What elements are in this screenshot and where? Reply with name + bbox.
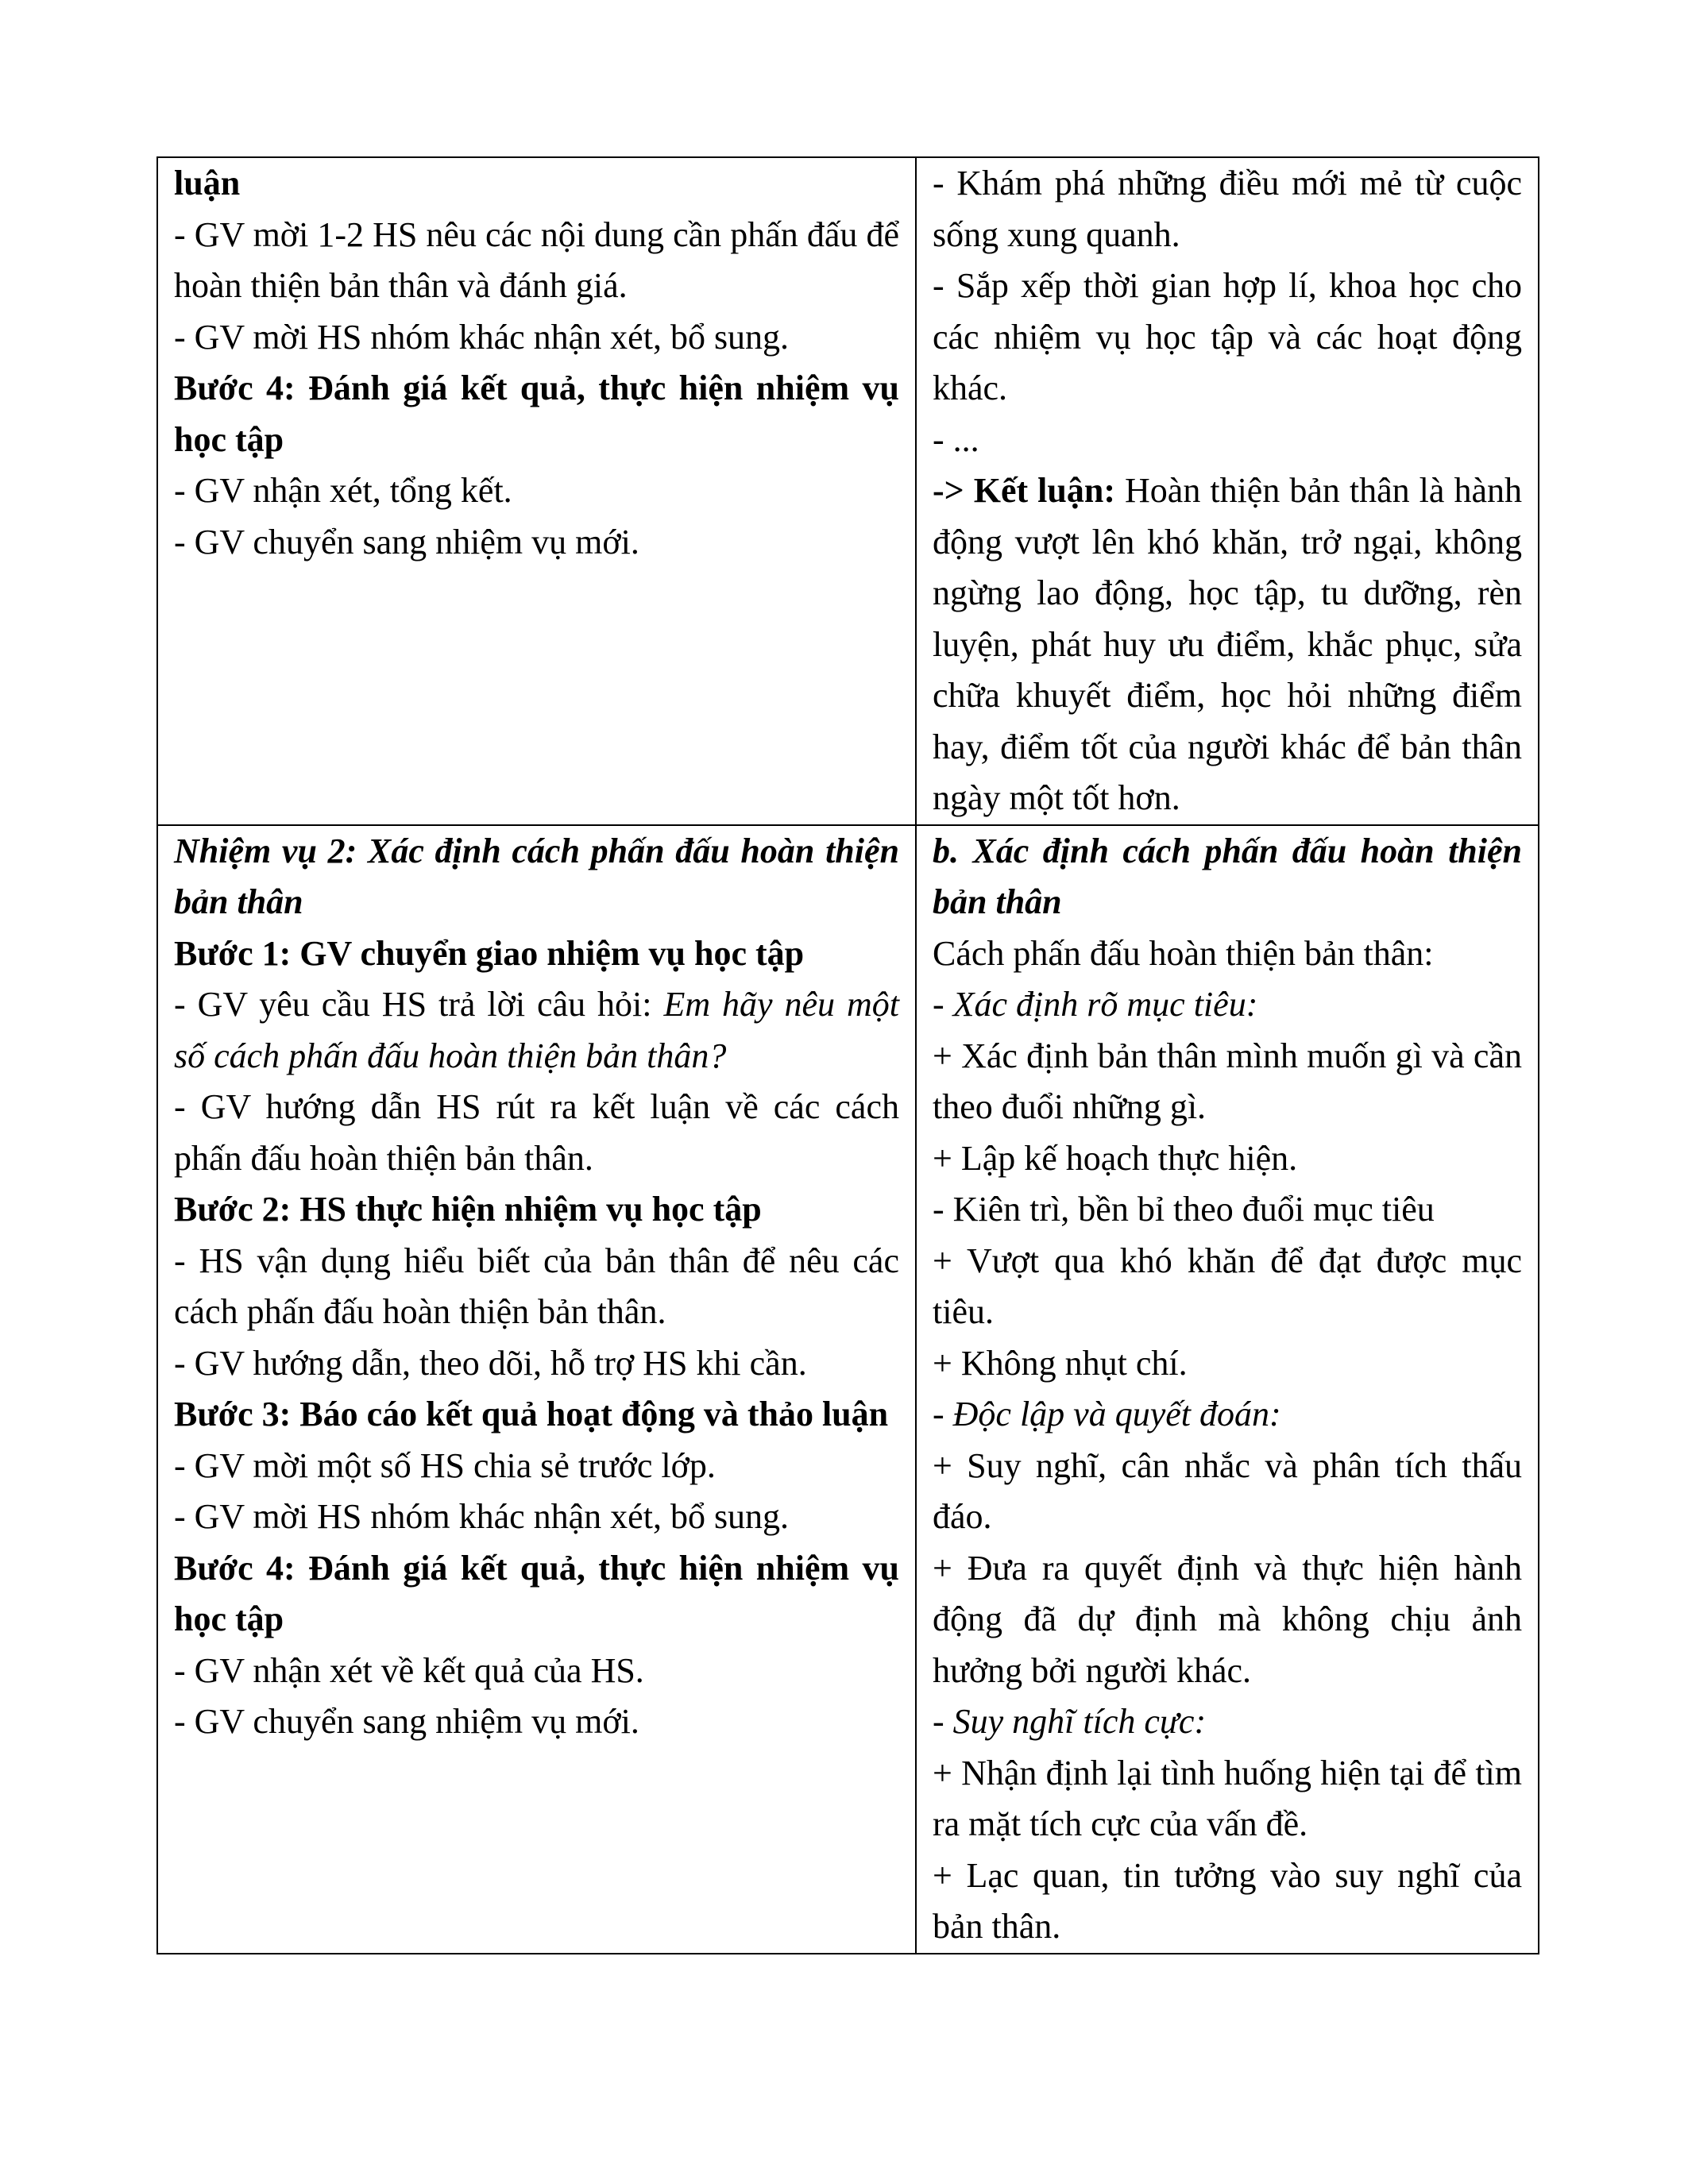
paragraph: - ... xyxy=(933,419,979,459)
paragraph: - GV hướng dẫn HS rút ra kết luận về các cách phấn đấu hoàn thiện bản thân. xyxy=(174,1087,899,1178)
paragraph: - Sắp xếp thời gian hợp lí, khoa học cho các nhiệm vụ học tập và các hoạt động khác. xyxy=(933,266,1522,407)
lesson-table xyxy=(156,156,1539,1954)
paragraph: + Vượt qua khó khăn để đạt được mục tiêu. xyxy=(933,1241,1522,1331)
question-text: Em hãy nêu một số cách phấn đấu hoàn thiện bản thân? xyxy=(174,985,900,1075)
paragraph: - GV chuyển sang nhiệm vụ mới. xyxy=(174,522,639,561)
paragraph: - GV mời 1-2 HS nêu các nội dung cần phấn đấu để hoàn thiện bản thân và đánh giá. xyxy=(174,214,899,305)
paragraph: - Xác định rõ mục tiêu: xyxy=(933,985,1258,1024)
paragraph: Bước 2: HS thực hiện nhiệm vụ học tập xyxy=(174,1190,762,1229)
paragraph: Bước 4: Đánh giá kết quả, thực hiện nhiệm vụ học tập xyxy=(174,369,899,459)
paragraph: - GV nhận xét, tổng kết. xyxy=(174,471,512,510)
row2-right-paragraphs xyxy=(933,826,1522,1953)
paragraph: Bước 1: GV chuyển giao nhiệm vụ học tập xyxy=(174,933,805,973)
paragraph: + Lạc quan, tin tưởng vào suy nghĩ của bản thân. xyxy=(933,1855,1522,1946)
paragraph: Nhiệm vụ 2: Xác định cách phấn đấu hoàn thiện bản thân xyxy=(174,831,899,921)
row1-left-cell xyxy=(157,157,916,825)
row2-right-cell xyxy=(916,825,1539,1954)
paragraph: - Suy nghĩ tích cực: xyxy=(933,1702,1207,1741)
paragraph: - HS vận dụng hiểu biết của bản thân để nêu các cách phấn đấu hoàn thiện bản thân. xyxy=(174,1241,899,1331)
row1-left-paragraphs xyxy=(174,158,899,568)
paragraph: + Nhận định lại tình huống hiện tại để tìm ra mặt tích cực của vấn đề. xyxy=(933,1753,1522,1843)
row2-left-steps xyxy=(174,1082,899,1748)
paragraph: + Không nhụt chí. xyxy=(933,1343,1188,1383)
paragraph: + Xác định bản thân mình muốn gì và cần theo đuổi những gì. xyxy=(933,1036,1522,1126)
table-row xyxy=(157,157,1539,825)
paragraph: + Đưa ra quyết định và thực hiện hành động đã dự định mà không chịu ảnh hưởng bởi người khác. xyxy=(933,1548,1522,1690)
paragraph: - GV mời một số HS chia sẻ trước lớp. xyxy=(174,1445,716,1485)
paragraph: Bước 3: Báo cáo kết quả hoạt động và thảo luận xyxy=(174,1395,889,1433)
conclusion-text: Hoàn thiện bản thân là hành động vượt lên khó khăn, trở ngại, không ngừng lao động, học tập, tu dưỡng, rèn luyện, phát huy ưu điểm, khắc phục, sửa chữa khuyết điểm, học hỏi những điểm hay, điểm tốt của người khác để bản thân ngày một tốt hơn. xyxy=(933,471,1522,817)
paragraph: - Khám phá những điều mới mẻ từ cuộc sống xung quanh. xyxy=(933,164,1522,254)
paragraph: + Lập kế hoạch thực hiện. xyxy=(933,1138,1298,1178)
conclusion-paragraph xyxy=(933,465,1522,824)
paragraph: - GV mời HS nhóm khác nhận xét, bổ sung. xyxy=(174,317,790,357)
paragraph: - GV chuyển sang nhiệm vụ mới. xyxy=(174,1702,639,1741)
paragraph: Bước 4: Đánh giá kết quả, thực hiện nhiệm vụ học tập xyxy=(174,1548,899,1638)
row1-right-cell xyxy=(916,157,1539,825)
conclusion-label: -> Kết luận: xyxy=(933,471,1115,510)
question-prefix: - GV yêu cầu HS trả lời câu hỏi: xyxy=(174,985,664,1024)
paragraph: - GV hướng dẫn, theo dõi, hỗ trợ HS khi cần. xyxy=(174,1343,807,1383)
row2-left-heading xyxy=(174,826,899,980)
paragraph: - Kiên trì, bền bỉ theo đuổi mục tiêu xyxy=(933,1190,1435,1229)
row1-right-paragraphs xyxy=(933,158,1522,465)
paragraph: + Suy nghĩ, cân nhắc và phân tích thấu đáo. xyxy=(933,1445,1522,1536)
paragraph: Cách phấn đấu hoàn thiện bản thân: xyxy=(933,933,1434,973)
paragraph: - GV mời HS nhóm khác nhận xét, bổ sung. xyxy=(174,1497,790,1536)
paragraph: - Độc lập và quyết đoán: xyxy=(933,1395,1281,1433)
paragraph: b. Xác định cách phấn đấu hoàn thiện bản thân xyxy=(933,831,1522,921)
paragraph: luận xyxy=(174,164,241,203)
question-paragraph xyxy=(174,979,899,1082)
row2-left-cell xyxy=(157,825,916,1954)
paragraph: - GV nhận xét về kết quả của HS. xyxy=(174,1650,644,1690)
table-row xyxy=(157,825,1539,1954)
